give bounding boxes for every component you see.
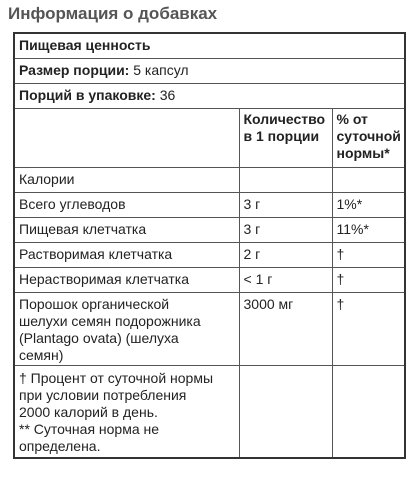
column-header-dv-line: суточной: [336, 127, 401, 144]
nutrient-amount: 3 г: [239, 217, 332, 242]
servings-per-container-row: [14, 83, 405, 108]
table-header: Пищевая ценность: [14, 33, 405, 58]
footnote-line: ** Суточная норма не: [19, 420, 160, 437]
footnote-row: [14, 365, 405, 458]
ingredient-amount: 3000 мг: [239, 292, 332, 365]
ingredient-name-line: шелухи семян подорожника: [19, 312, 201, 329]
nutrient-amount: 2 г: [239, 242, 332, 267]
nutrient-name: Растворимая клетчатка: [14, 242, 239, 267]
ingredient-name: [14, 292, 239, 365]
table-row: [14, 267, 405, 292]
footnote-line: при условии потребления: [19, 386, 187, 403]
column-header-daily-value: [332, 108, 405, 167]
footnote: [14, 365, 239, 458]
column-header-empty: [14, 108, 239, 167]
nutrient-daily-value: †: [332, 267, 405, 292]
ingredient-row: [14, 292, 405, 365]
nutrient-amount: < 1 г: [239, 267, 332, 292]
table-row: [14, 217, 405, 242]
nutrient-name: Калории: [14, 167, 239, 192]
servings-value: 36: [159, 87, 176, 103]
table-row: [14, 192, 405, 217]
nutrient-name: Пищевая клетчатка: [14, 217, 239, 242]
ingredient-name-line: (Plantago ovata) (шелуха: [19, 329, 179, 346]
column-header-amount-line: в 1 порции: [243, 127, 320, 144]
table-row: [14, 167, 405, 192]
serving-size-label: Размер порции:: [19, 62, 130, 78]
serving-size-row: [14, 58, 405, 83]
nutrition-facts-table: [13, 32, 406, 459]
footnote-empty-cell: [332, 365, 405, 458]
ingredient-name-line: Порошок органической: [19, 295, 170, 312]
servings-label: Порций в упаковке:: [19, 87, 156, 103]
footnote-line: определена.: [19, 437, 101, 454]
column-header-dv-line: % от: [336, 110, 368, 127]
footnote-line: 2000 калорий в день.: [19, 403, 158, 420]
column-header-amount: [239, 108, 332, 167]
nutrient-daily-value: 11%*: [332, 217, 405, 242]
column-header-dv-line: нормы*: [336, 144, 390, 161]
nutrient-name: Нерастворимая клетчатка: [14, 267, 239, 292]
footnote-line: † Процент от суточной нормы: [19, 369, 214, 386]
table-row: [14, 242, 405, 267]
serving-size-value: 5 капсул: [133, 62, 189, 78]
footnote-empty-cell: [239, 365, 332, 458]
nutrient-daily-value: †: [332, 242, 405, 267]
nutrient-daily-value: [332, 167, 405, 192]
nutrient-daily-value: 1%*: [332, 192, 405, 217]
nutrient-amount: 3 г: [239, 192, 332, 217]
page-title: Информация о добавках: [8, 4, 218, 23]
ingredient-name-line: семян): [19, 346, 64, 363]
column-header-amount-line: Количество: [243, 110, 326, 127]
nutrient-name: Всего углеводов: [14, 192, 239, 217]
ingredient-daily-value: †: [332, 292, 405, 365]
nutrient-amount: [239, 167, 332, 192]
